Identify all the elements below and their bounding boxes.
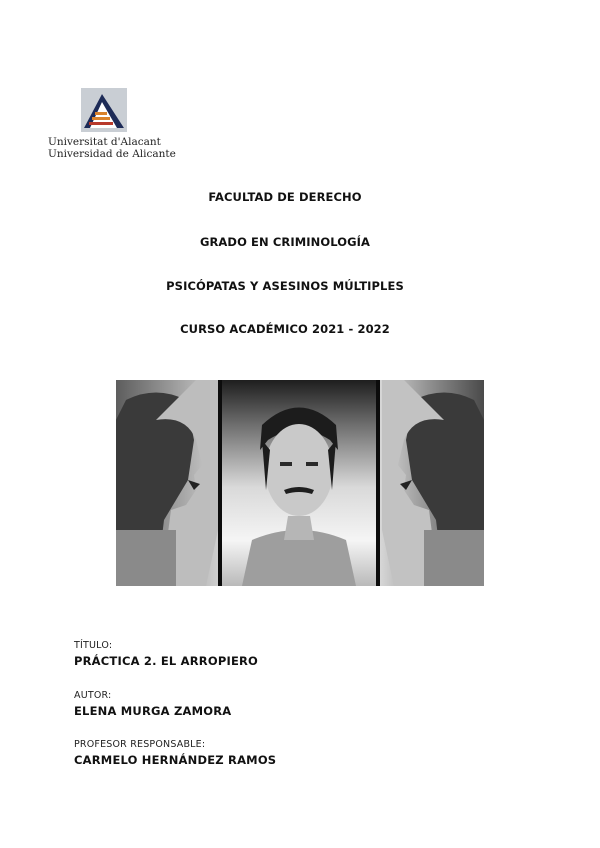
mugshot-front bbox=[222, 380, 376, 586]
university-logo bbox=[48, 88, 176, 160]
profile-right-figure bbox=[380, 380, 484, 586]
professor-label: PROFESOR RESPONSABLE: bbox=[74, 739, 206, 750]
title-block bbox=[74, 640, 258, 668]
front-figure bbox=[222, 380, 376, 586]
title-label: TÍTULO: bbox=[74, 640, 113, 651]
university-name-line1: Universitat d'Alacant bbox=[48, 136, 161, 148]
profile-left-figure bbox=[116, 380, 218, 586]
mugshot-photo bbox=[116, 380, 484, 586]
professor-value: CARMELO HERNÁNDEZ RAMOS bbox=[74, 753, 277, 767]
mugshot-profile-right bbox=[380, 380, 484, 586]
mugshot-profile-left bbox=[116, 380, 218, 586]
professor-block bbox=[74, 739, 276, 767]
author-block bbox=[74, 690, 231, 718]
faculty-heading: FACULTAD DE DERECHO bbox=[208, 190, 362, 204]
author-value: ELENA MURGA ZAMORA bbox=[74, 704, 232, 718]
university-name-line2: Universidad de Alicante bbox=[48, 148, 176, 160]
university-logo-icon bbox=[81, 88, 127, 132]
subject-heading: PSICÓPATAS Y ASESINOS MÚLTIPLES bbox=[166, 279, 404, 293]
course-heading: CURSO ACADÉMICO 2021 - 2022 bbox=[180, 322, 390, 336]
title-value: PRÁCTICA 2. EL ARROPIERO bbox=[74, 654, 259, 668]
author-label: AUTOR: bbox=[74, 690, 112, 701]
degree-heading: GRADO EN CRIMINOLOGÍA bbox=[199, 235, 371, 249]
